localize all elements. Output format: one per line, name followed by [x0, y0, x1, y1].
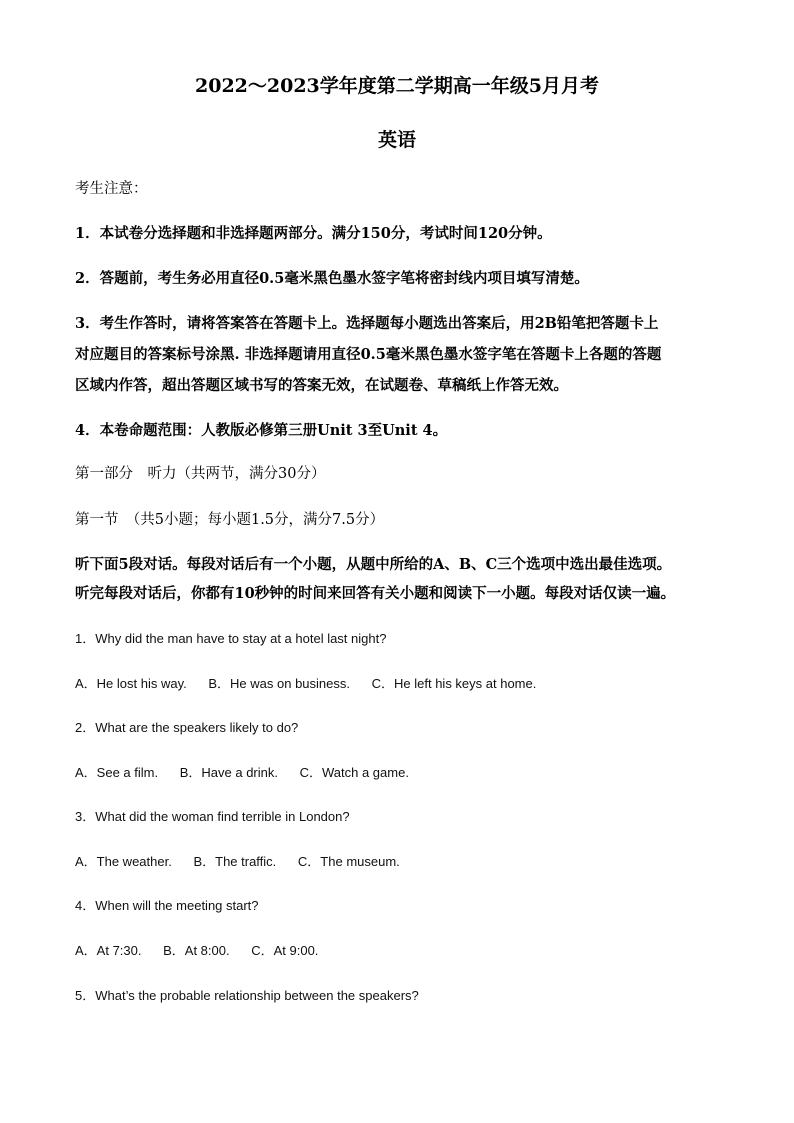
notice-item-3-line-2: 对应题目的答案标号涂黑. 非选择题请用直径0.5毫米黑色墨水签字笔在答题卡上各题的答题 [75, 346, 662, 363]
option-b: B．Have a drink. [179, 765, 278, 780]
subject-title: 英语 [377, 129, 416, 151]
notice-item-2: 2．答题前，考生务必用直径0.5毫米黑色墨水签字笔将密封线内项目填写清楚。 [75, 270, 589, 287]
option-b: B．At 8:00. [163, 943, 230, 958]
instruction-line-1: 听下面5段对话。每段对话后有一个小题，从题中所给的A、B、C三个选项中选出最佳选项。 [75, 556, 672, 573]
notice-heading: 考生注意： [75, 181, 148, 197]
notice-item-4: 4．本卷命题范围：人教版必修第三册Unit 3至Unit 4。 [75, 422, 448, 439]
option-a: A．The weather. [75, 854, 172, 869]
question-1-options [75, 673, 554, 692]
section1-heading: 第一节 （共5小题；每小题1.5分，满分7.5分） [75, 512, 385, 528]
question-3: 3．What did the woman find terrible in London? [75, 809, 350, 824]
option-b: B．The traffic. [193, 854, 277, 869]
question-4-options [75, 940, 336, 959]
question-2-options [75, 762, 427, 781]
notice-item-3-line-3: 区域内作答，超出答题区域书写的答案无效，在试题卷、草稿纸上作答无效。 [75, 377, 568, 394]
option-c: C．At 9:00. [251, 943, 319, 958]
notice-item-1: 1．本试卷分选择题和非选择题两部分。满分150分，考试时间120分钟。 [75, 225, 552, 242]
part1-heading: 第一部分 听力（共两节，满分30分） [75, 466, 326, 482]
question-3-options [75, 851, 418, 870]
notice-item-3-line-1: 3．考生作答时，请将答案答在答题卡上。选择题每小题选出答案后，用2B铅笔把答题卡上 [75, 315, 659, 332]
question-5: 5．What’s the probable relationship between the speakers? [75, 988, 419, 1003]
option-c: C．He left his keys at home. [371, 676, 537, 691]
question-4: 4．When will the meeting start? [75, 898, 259, 913]
question-1: 1．Why did the man have to stay at a hotel last night? [75, 631, 387, 646]
option-c: C．The museum. [297, 854, 400, 869]
exam-title: 2022～2023学年度第二学期高一年级5月月考 [195, 75, 599, 97]
option-a: A．He lost his way. [75, 676, 187, 691]
option-a: A．At 7:30. [75, 943, 142, 958]
instruction-line-2: 听完每段对话后，你都有10秒钟的时间来回答有关小题和阅读下一小题。每段对话仅读一遍。 [75, 585, 676, 602]
question-2: 2．What are the speakers likely to do? [75, 720, 299, 735]
option-a: A．See a film. [75, 765, 159, 780]
option-b: B．He was on business. [208, 676, 350, 691]
option-c: C．Watch a game. [299, 765, 409, 780]
